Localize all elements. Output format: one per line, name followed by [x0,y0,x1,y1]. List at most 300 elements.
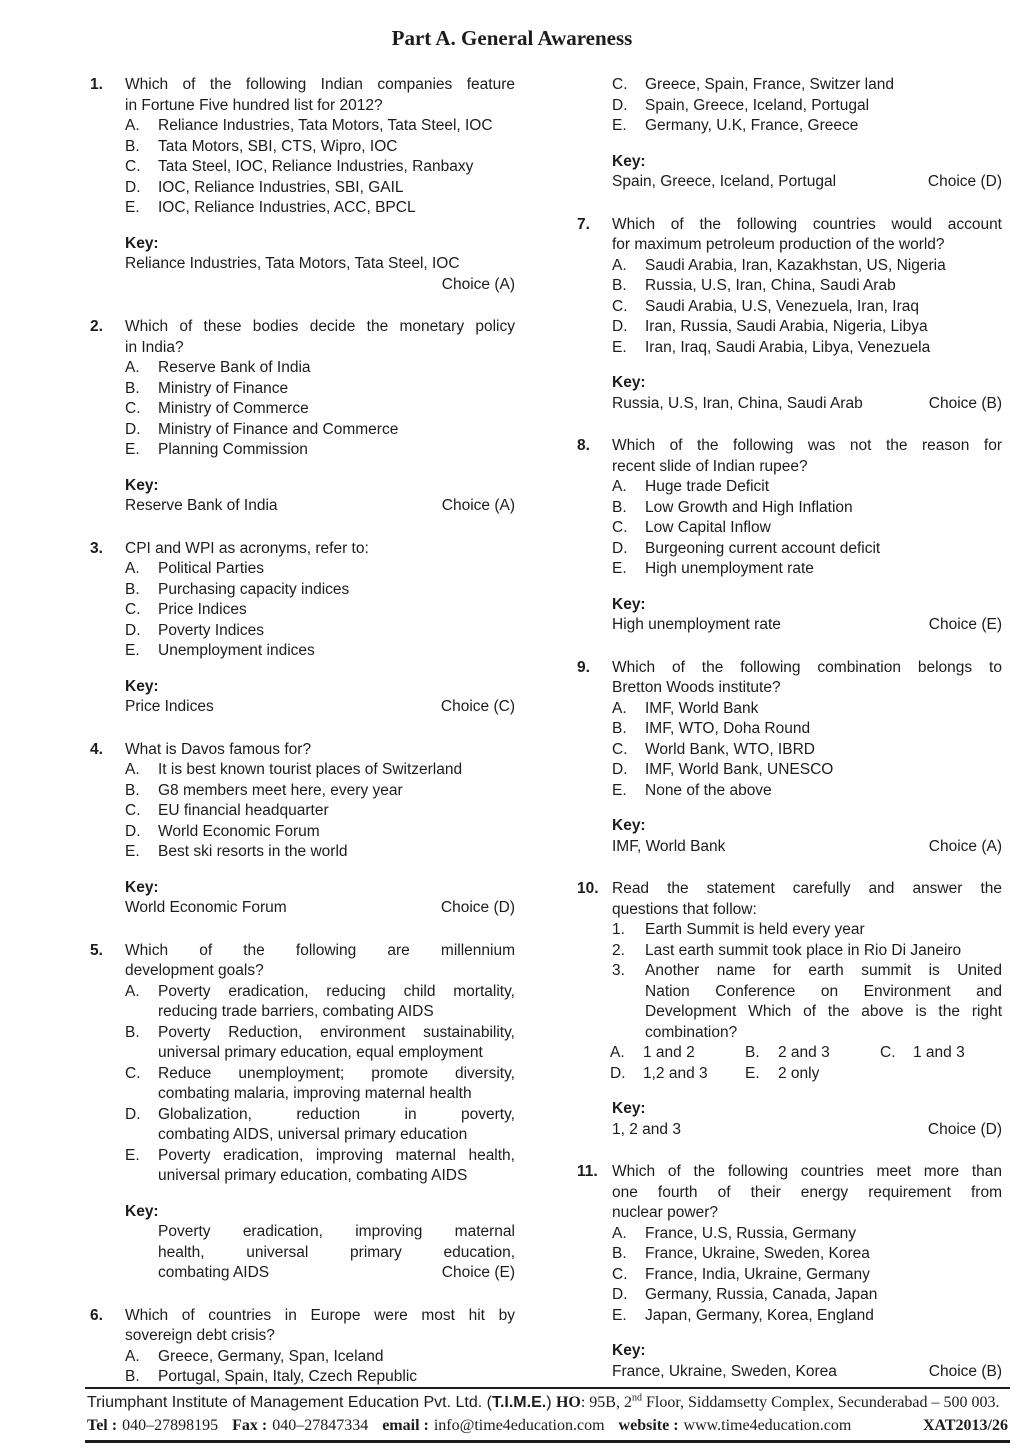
ho-label: HO [555,1394,581,1411]
option-text-line: Planning Commission [158,441,308,458]
option-row [577,1265,1002,1286]
option-row [577,498,1002,519]
option-text-line: France, India, Ukraine, Germany [645,1265,870,1283]
option-text [158,580,515,601]
question-header [577,658,1002,699]
option-row [577,559,1002,580]
option-text-line: Germany, Russia, Canada, Japan [645,1286,878,1303]
question-text [125,1306,515,1347]
question-text-line: recent slide of Indian rupee? [612,457,808,475]
option-text-line: EU financial headquarter [158,802,329,819]
option-row [90,600,515,621]
option-text-line: Ministry of Commerce [158,400,309,417]
question-block [577,75,1002,193]
option-text-line: Purchasing capacity indices [158,580,350,598]
key-line [125,697,515,718]
key-line [612,394,1002,415]
option-text [158,379,515,400]
option-label: C. [125,158,141,175]
key-label: Key: [125,234,159,252]
option-label: B. [612,720,627,737]
option-label: A. [610,1044,625,1061]
fax-label: Fax : [232,1417,268,1434]
option-label: D. [125,1105,141,1123]
option-row [577,719,1002,740]
option-text [158,842,515,863]
option-label: B. [612,1245,627,1262]
key-choice: Choice (D) [927,173,1002,190]
option-label: E. [125,642,140,659]
question-block [577,879,1002,1140]
org-name: Triumphant Institute of Management Education Pvt. Ltd. ( [87,1394,492,1411]
option-text-line: reducing trade barriers, combating AIDS [158,1003,434,1020]
option-row [90,760,515,781]
question-text-line: in Fortune Five hundred list for 2012? [125,96,383,114]
key-block [577,595,1002,636]
option-text-line: France, U.S, Russia, Germany [645,1224,857,1242]
option-text [645,539,1002,560]
option-text-line: Iran, Russia, Saudi Arabia, Nigeria, Libya [645,318,928,335]
option-text [158,760,515,781]
option-row [90,1105,515,1146]
option-text [645,1244,1002,1265]
option-text [158,822,515,843]
option-label: E. [125,441,140,458]
key-choice: Choice (B) [928,394,1002,412]
fax-value: 040–27847334 [272,1417,369,1434]
option-text [158,1146,515,1187]
option-row [90,822,515,843]
footer-line-2 [87,1414,1008,1437]
key-choice: Choice (C) [440,698,515,715]
option-text-line: combating malaria, improving maternal health [158,1085,472,1102]
option-label: A. [612,478,627,495]
key-label: Key: [125,1202,159,1220]
option-text [158,559,515,580]
question-text-line: for maximum petroleum production of the world? [612,236,945,253]
key-line [125,496,515,517]
question-text [612,879,1002,920]
statement-text-line: Earth Summit is held every year [645,921,865,938]
option-text: 2 and 3 [778,1044,830,1061]
option-text-line: Poverty Indices [158,621,264,639]
question-number: 6. [90,1306,103,1324]
key-answer: Reliance Industries, Tata Motors, Tata Steel, IOC [125,255,460,272]
key-block [90,878,515,919]
question-header [90,740,515,761]
question-text [612,1162,1002,1224]
option-text-line: Tata Motors, SBI, CTS, Wipro, IOC [158,137,398,155]
option-text-line: Ministry of Finance and Commerce [158,420,399,438]
option-text-line: Price Indices [158,601,247,618]
option-grid-row [577,1064,1002,1085]
question-text-line: development goals? [125,962,264,979]
option-label: D. [612,96,628,114]
option-text [645,96,1002,117]
key-answer: 1, 2 and 3 [612,1120,681,1138]
key-choice: Choice (A) [441,275,515,293]
option-text [645,719,1002,740]
question-block [90,539,515,718]
question-header [577,436,1002,477]
option-label: D. [125,822,141,840]
option-text-line: None of the above [645,781,772,799]
option-text [158,641,515,662]
statement-row [577,941,1002,962]
question-header [577,215,1002,256]
key-answer: Reserve Bank of India [125,497,278,514]
key-answer: World Economic Forum [125,899,287,916]
option-text-line: Tata Steel, IOC, Reliance Industries, Ranbaxy [158,158,474,175]
option-row [90,137,515,158]
key-line [125,898,515,919]
option-text [158,178,515,199]
grid-option [880,1043,1002,1064]
option-label: D. [125,420,141,438]
option-label: A. [125,982,140,1000]
question-block [90,1306,515,1388]
option-row [577,256,1002,277]
key-answer [125,1222,515,1284]
tel-value: 040–27898195 [122,1417,219,1434]
key-answer: France, Ukraine, Sweden, Korea [612,1362,837,1380]
question-text-line: CPI and WPI as acronyms, refer to: [125,539,369,557]
question-number: 4. [90,740,103,758]
option-label: D. [612,318,628,335]
option-label: C. [612,519,628,536]
key-block [577,1341,1002,1382]
statement-text-line: Development Which of the above is the right [645,1003,1002,1020]
key-block [90,234,515,296]
option-row [90,1064,515,1105]
option-text-line: Huge trade Deficit [645,478,770,495]
question-text [125,740,515,761]
option-label: E. [125,199,140,216]
question-block [90,317,515,517]
option-text-line: IOC, Reliance Industries, SBI, GAIL [158,178,404,196]
option-text [158,420,515,441]
option-label: E. [612,560,627,577]
question-number: 11. [577,1163,598,1180]
question-text-line: in India? [125,338,184,356]
question-header [90,75,515,116]
option-row [90,440,515,461]
option-row [90,399,515,420]
question-text-line: Which of the following Indian companies feature [125,76,515,93]
question-number: 2. [90,318,103,335]
key-choice: Choice (D) [440,899,515,916]
question-text-line: What is Davos famous for? [125,740,312,758]
left-column [90,75,515,1388]
option-row [577,539,1002,560]
option-label: A. [125,117,140,134]
option-label: A. [612,1224,627,1242]
option-row [90,198,515,219]
question-header [90,1306,515,1347]
option-label: C. [880,1044,896,1061]
option-row [90,1347,515,1368]
option-label: C. [125,1064,141,1082]
option-text-line: High unemployment rate [645,560,814,577]
option-text [158,1105,515,1146]
option-row [90,1023,515,1064]
option-row [577,338,1002,359]
option-text [645,1306,1002,1327]
option-label: B. [125,137,140,155]
option-label: C. [125,400,141,417]
option-label: B. [612,498,627,516]
key-label: Key: [125,677,159,695]
question-number: 5. [90,941,103,959]
key-label: Key: [125,878,159,896]
key-label: Key: [612,1100,646,1117]
option-row [90,358,515,379]
option-label: B. [125,1023,140,1041]
option-text [158,157,515,178]
option-text [645,518,1002,539]
option-row [90,1367,515,1388]
question-number: 9. [577,658,590,676]
email-label: email : [382,1417,429,1434]
statement-text-line: Last earth summit took place in Rio Di Janeiro [645,941,962,959]
question-block [90,941,515,1284]
grid-option [610,1064,745,1085]
key-block [577,152,1002,193]
key-line [612,172,1002,193]
option-label: B. [745,1044,760,1061]
option-grid-row [577,1043,1002,1064]
option-text [645,760,1002,781]
option-text [645,276,1002,297]
option-text-line: It is best known tourist places of Switzerland [158,761,463,778]
option-text: 1 and 2 [643,1044,695,1061]
option-row [577,740,1002,761]
option-label: D. [612,1286,628,1303]
address-rest: Floor, Siddamsetty Complex, Secunderabad – 500 003. [641,1394,1000,1411]
option-text-line: France, Ukraine, Sweden, Korea [645,1245,870,1262]
option-row [577,276,1002,297]
key-answer: IMF, World Bank [612,837,726,855]
option-text-line: IOC, Reliance Industries, ACC, BPCL [158,199,416,216]
key-label: Key: [612,1342,646,1359]
option-text-line: Portugal, Spain, Italy, Czech Republic [158,1368,418,1385]
question-text [612,215,1002,256]
option-row [577,1244,1002,1265]
option-text-line: Saudi Arabia, U.S, Venezuela, Iran, Iraq [645,297,920,315]
tel-label: Tel : [87,1417,118,1434]
option-label: A. [125,560,140,577]
option-text [645,740,1002,761]
option-text [158,1023,515,1064]
option-text-line: Burgeoning current account deficit [645,539,881,557]
statement-label: 1. [612,921,625,938]
key-answer: Price Indices [125,698,214,715]
option-label: A. [125,761,140,778]
option-text-line: Reduce unemployment; promote diversity, [158,1064,515,1082]
grid-option [745,1043,880,1064]
option-text [645,1224,1002,1245]
option-text [158,358,515,379]
option-row [90,842,515,863]
statement-label: 2. [612,941,625,959]
option-text [158,137,515,158]
key-block [577,816,1002,857]
option-label: A. [125,359,140,376]
question-text-line: Bretton Woods institute? [612,679,781,696]
option-text [158,801,515,822]
option-row [90,621,515,642]
key-label: Key: [612,817,646,834]
option-text-line: Russia, U.S, Iran, China, Saudi Arab [645,277,896,294]
page-code: XAT2013/26 [922,1417,1008,1434]
option-text [645,75,1002,96]
footer-line-1 [87,1391,1008,1414]
key-choice: Choice (A) [928,837,1002,855]
key-block [577,373,1002,414]
key-answer: Spain, Greece, Iceland, Portugal [612,173,837,190]
key-answer: High unemployment rate [612,616,781,633]
option-label: C. [612,297,628,315]
option-text-line: Greece, Germany, Span, Iceland [158,1347,384,1365]
question-text-line: Which of the following are millennium [125,941,515,959]
option-label: D. [612,761,628,778]
question-header [577,1162,1002,1224]
option-text [645,256,1002,277]
question-block [90,75,515,295]
grid-option [745,1064,1002,1085]
question-text [125,317,515,358]
question-text [125,941,515,982]
option-text-line: Germany, U.K, France, Greece [645,117,859,134]
option-text [645,498,1002,519]
option-text-line: Unemployment indices [158,642,315,659]
option-row [577,1306,1002,1327]
option-text-line: Political Parties [158,560,264,577]
option-text: 2 only [778,1064,820,1082]
key-choice: Choice (E) [441,1264,515,1281]
option-row [577,1285,1002,1306]
option-text-line: IMF, WTO, Doha Round [645,720,811,737]
option-row [577,317,1002,338]
option-text-line: combating AIDS, universal primary education [158,1126,468,1143]
question-block [577,1162,1002,1382]
question-text-line: sovereign debt crisis? [125,1327,275,1344]
statement-text-line: Nation Conference on Environment and [645,982,1002,1000]
statement-text-line: Another name for earth summit is United [645,962,1002,979]
website-value: www.time4education.com [683,1417,852,1434]
key-block [90,1202,515,1284]
option-label: A. [612,256,627,274]
option-label: C. [612,1265,628,1283]
key-label: Key: [612,595,646,613]
option-text [645,297,1002,318]
option-text [645,477,1002,498]
option-text-line: Saudi Arabia, Iran, Kazakhstan, US, Nigeria [645,256,946,274]
question-text-line: nuclear power? [612,1204,718,1221]
option-text-line: universal primary education, equal employment [158,1044,483,1061]
question-number: 7. [577,215,590,233]
question-number: 3. [90,539,103,557]
question-header [90,317,515,358]
option-text [158,1347,515,1368]
question-number: 10. [577,880,599,897]
statement-row [577,920,1002,941]
key-choice: Choice (E) [928,616,1002,633]
key-label: Key: [612,152,646,170]
option-label: D. [610,1064,626,1082]
option-text [645,1265,1002,1286]
option-label: E. [612,338,627,356]
option-text-line: universal primary education, combating AIDS [158,1167,468,1184]
key-label: Key: [612,374,646,391]
option-text [645,317,1002,338]
option-row [577,1224,1002,1245]
option-label: E. [125,1146,140,1164]
option-row [577,116,1002,137]
option-text [158,116,515,137]
question-number: 8. [577,437,590,454]
question-text-line: questions that follow: [612,900,757,918]
key-answer-line: Poverty eradication, improving maternal [158,1223,515,1240]
question-text-line: Which of countries in Europe were most hit by [125,1306,515,1324]
option-text [158,1064,515,1105]
option-row [577,96,1002,117]
option-text [158,982,515,1023]
key-choice: Choice (A) [441,497,515,514]
option-label: E. [612,117,627,134]
option-text-line: Reserve Bank of India [158,359,311,376]
option-text-line: Reliance Industries, Tata Motors, Tata Steel, IOC [158,117,493,134]
key-choice: Choice (B) [928,1362,1002,1380]
option-text-line: G8 members meet here, every year [158,781,403,799]
option-text-line: Poverty Reduction, environment sustainability, [158,1023,515,1041]
option-label: B. [612,277,627,294]
option-label: B. [125,379,140,397]
option-label: D. [612,539,628,557]
option-text [645,559,1002,580]
option-row [90,559,515,580]
org-close: ) [546,1394,556,1411]
question-text-line: Which of the following combination belongs to [612,658,1002,676]
option-label: E. [125,843,140,860]
option-row [577,477,1002,498]
option-text [158,1367,515,1388]
option-text: 1 and 3 [913,1044,965,1061]
question-text-line: Which of the following countries meet more than [612,1163,1002,1180]
question-number: 1. [90,76,103,93]
question-text [612,436,1002,477]
option-text-line: Ministry of Finance [158,379,289,397]
key-answer-line: health, universal primary education, [158,1243,515,1261]
question-block [577,436,1002,636]
option-text-line: World Economic Forum [158,822,320,840]
option-row [90,982,515,1023]
question-header [90,941,515,982]
option-label: E. [745,1064,760,1082]
option-text [158,621,515,642]
key-answer-line: combating AIDS [158,1264,270,1281]
grid-option [610,1043,745,1064]
key-line [158,1263,515,1284]
key-label: Key: [125,476,159,494]
website-label: website : [618,1417,679,1434]
org-abbr: T.I.M.E. [491,1394,547,1411]
option-text [645,1285,1002,1306]
option-text: 1,2 and 3 [643,1064,708,1082]
key-line [612,837,1002,858]
statement-label: 3. [612,962,625,979]
option-row [90,1146,515,1187]
